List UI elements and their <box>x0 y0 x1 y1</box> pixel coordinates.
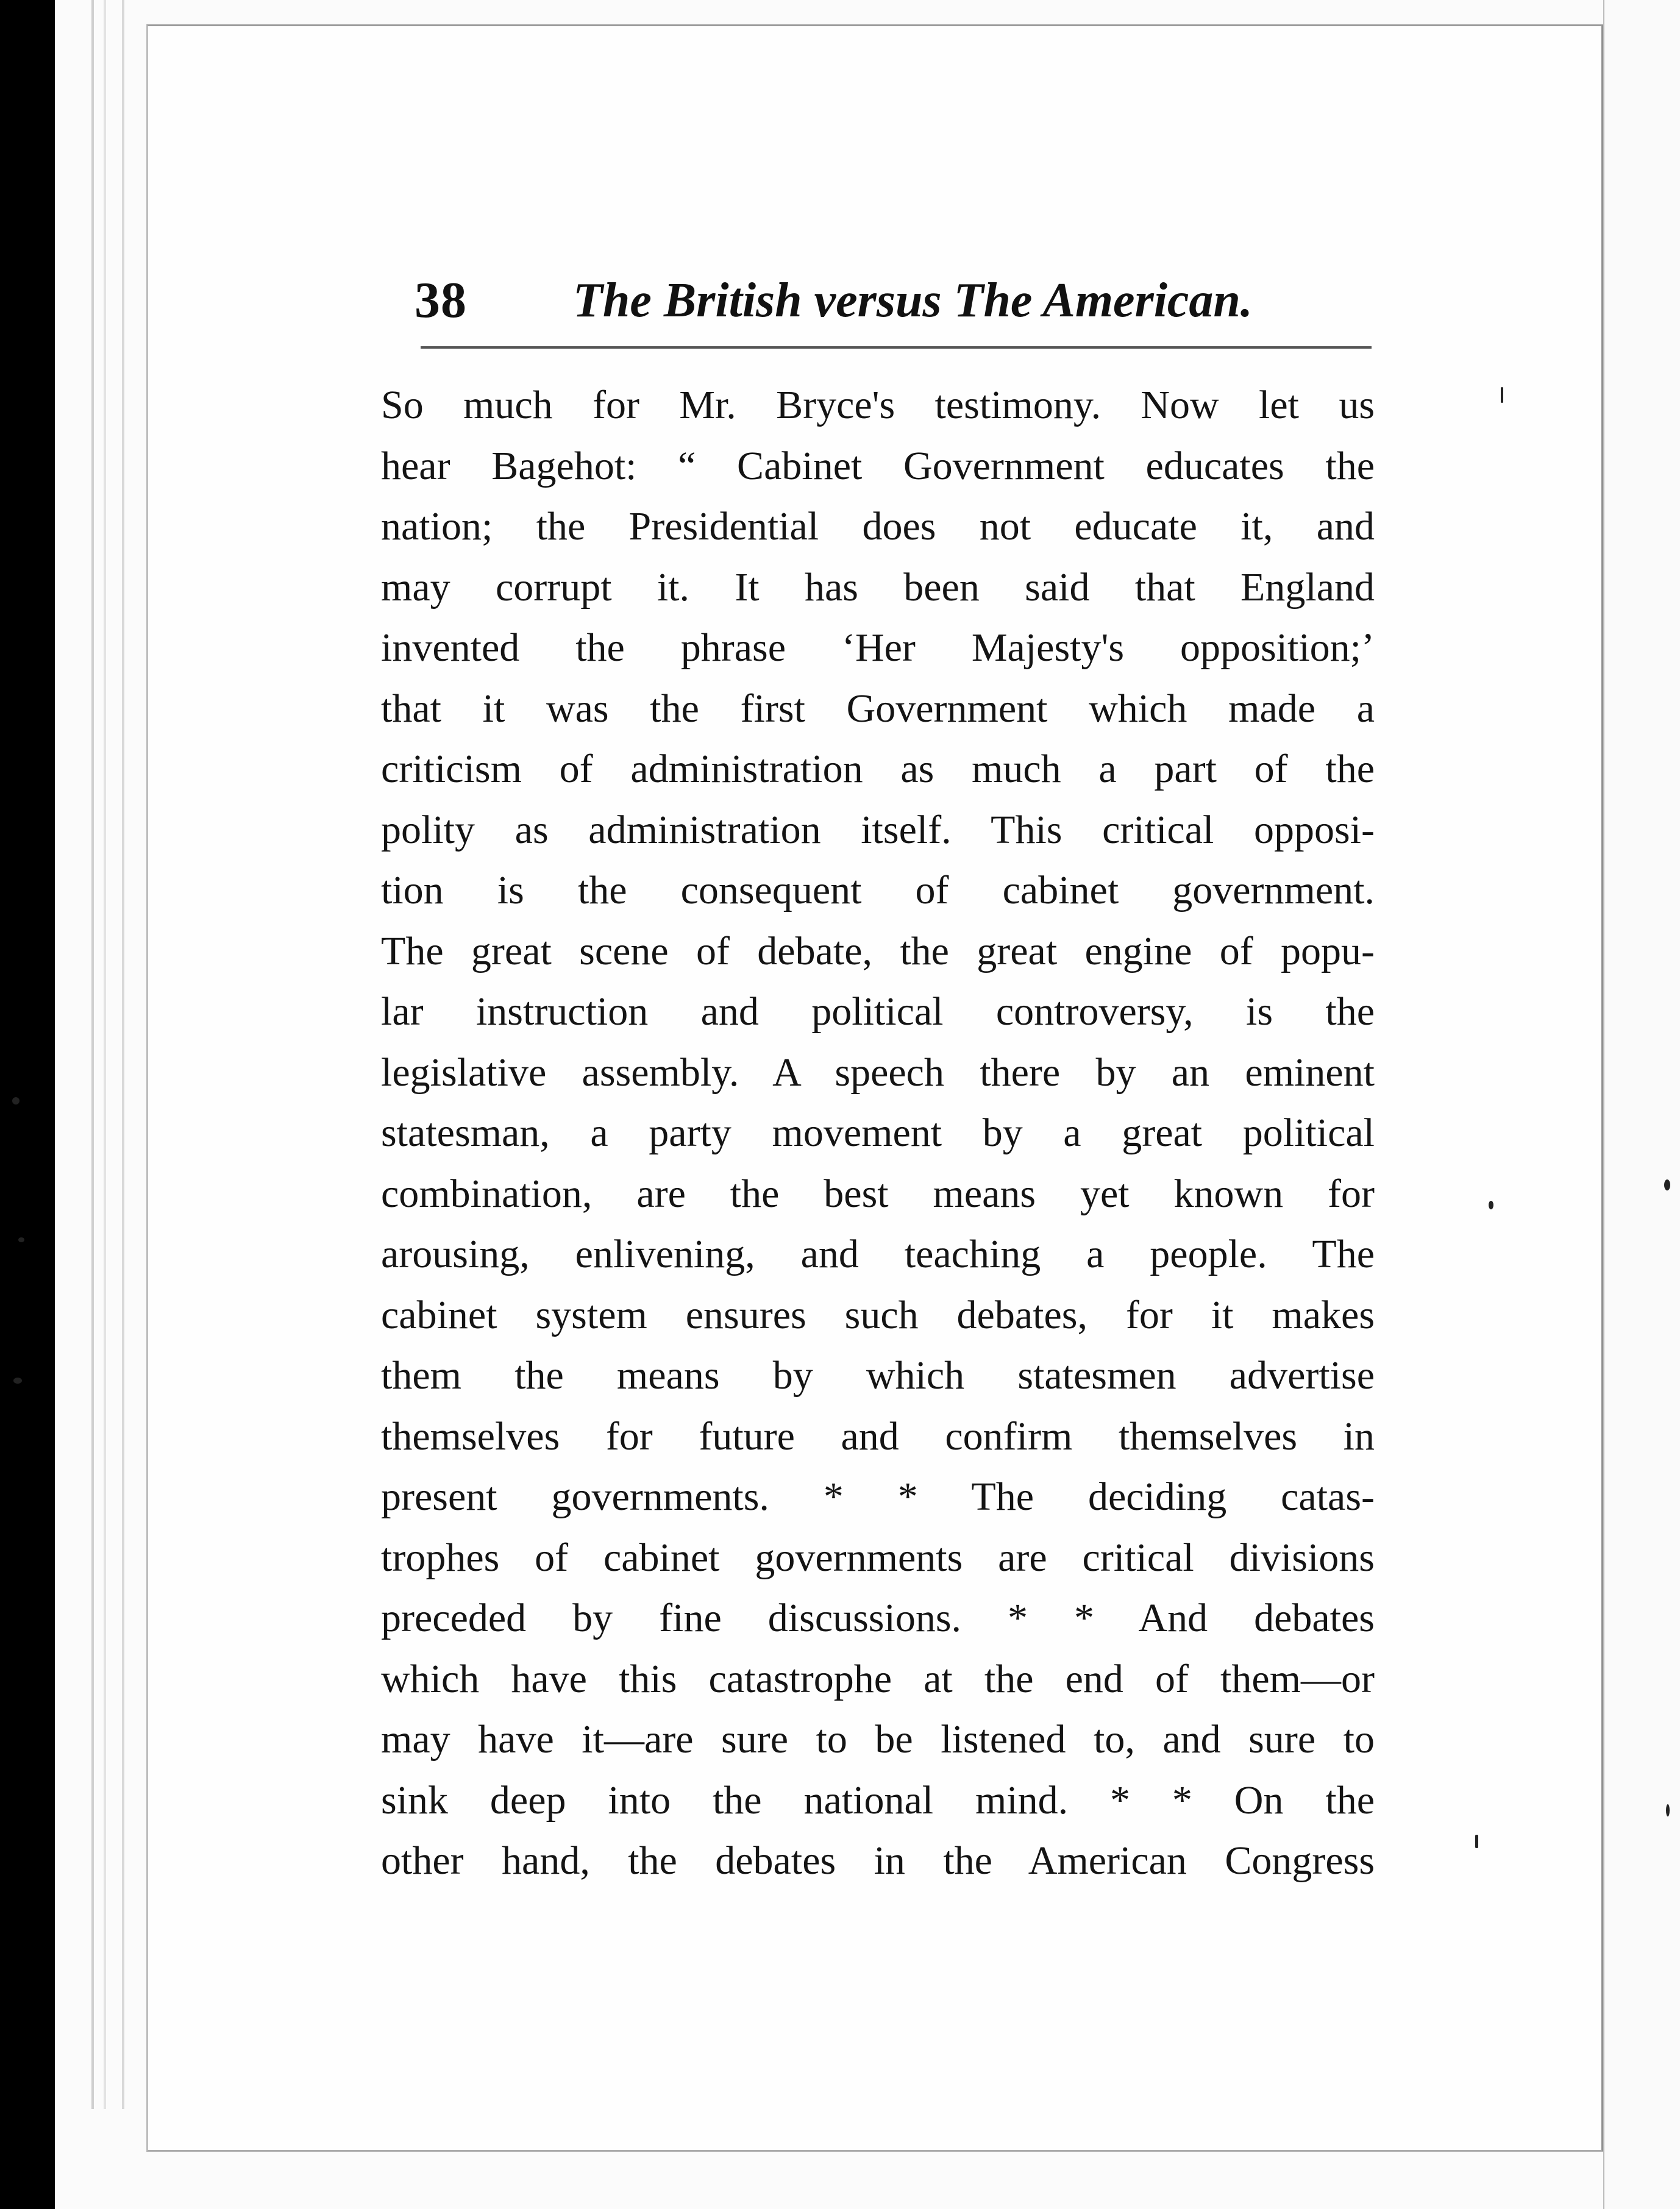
scan-speck <box>1664 1179 1670 1190</box>
scan-speck <box>13 1378 22 1384</box>
text-line: polity as administration itself. This critical opposi- <box>381 807 1375 852</box>
text-line: may have it—are sure to be listened to, and sure to <box>381 1717 1375 1762</box>
text-line: legislative assembly. A speech there by an eminent <box>381 1050 1375 1095</box>
running-title: The British versus The American. <box>573 274 1253 327</box>
text-line: statesman, a party movement by a great political <box>381 1111 1375 1155</box>
text-line: combination, are the best means yet known for <box>381 1171 1375 1216</box>
text-line: The great scene of debate, the great engine of popu- <box>381 928 1375 973</box>
scan-speck <box>1501 387 1503 403</box>
text-line: tion is the consequent of cabinet government. <box>381 868 1375 912</box>
text-line: So much for Mr. Bryce's testimony. Now let us <box>381 383 1375 427</box>
text-line: other hand, the debates in the American Congress <box>381 1838 1375 1883</box>
text-line: sink deep into the national mind. * * On the <box>381 1777 1375 1823</box>
text-line: preceded by fine discussions. * * And debates <box>381 1596 1375 1640</box>
text-line: present governments. * * The deciding catas- <box>381 1474 1375 1519</box>
header-rule <box>421 346 1372 349</box>
text-line: themselves for future and confirm themselves in <box>381 1414 1375 1459</box>
next-page-edge <box>1603 0 1680 2209</box>
text-line: may corrupt it. It has been said that England <box>381 564 1375 610</box>
scan-speck <box>18 1237 24 1242</box>
text-line: arousing, enlivening, and teaching a people. The <box>381 1232 1375 1276</box>
page-header <box>415 262 1253 341</box>
text-line: criticism of administration as much a part of the <box>381 747 1375 791</box>
body-text <box>381 375 1375 1891</box>
scan-speck <box>1475 1835 1478 1848</box>
text-line: trophes of cabinet governments are critical divisions <box>381 1535 1375 1580</box>
page-stack-edge <box>104 0 106 2109</box>
scan-speck <box>1666 1804 1670 1816</box>
text-line: them the means by which statesmen advertise <box>381 1353 1375 1398</box>
scan-speck <box>1489 1201 1493 1209</box>
text-line: cabinet system ensures such debates, for it makes <box>381 1292 1375 1337</box>
text-line: that it was the first Government which made a <box>381 686 1375 731</box>
text-line: invented the phrase ‘Her Majesty's opposition;’ <box>381 625 1375 670</box>
page-stack-edge <box>122 0 124 2109</box>
scan-speck <box>12 1097 20 1104</box>
page-stack-edge <box>91 0 94 2109</box>
text-line: hear Bagehot: “ Cabinet Government educates the <box>381 443 1375 488</box>
text-line: lar instruction and political controversy, is the <box>381 989 1375 1034</box>
text-line: nation; the Presidential does not educate it, and <box>381 504 1375 549</box>
text-line: which have this catastrophe at the end of them—or <box>381 1656 1375 1701</box>
page-number: 38 <box>415 272 467 329</box>
